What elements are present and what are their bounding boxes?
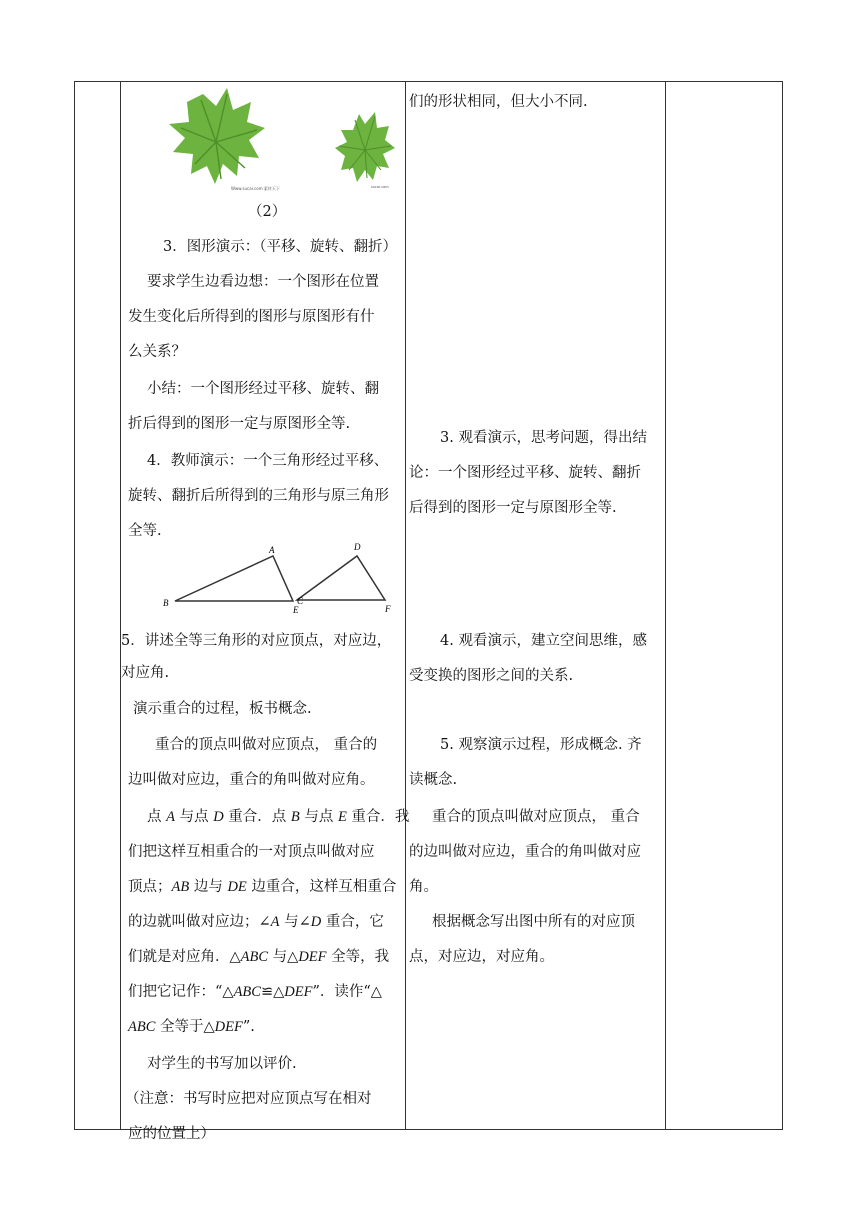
concept-text: 边叫做对应边，重合的角叫做对应角。 bbox=[128, 772, 375, 788]
student-step4: 4. 观看演示，建立空间思维，感 bbox=[440, 633, 647, 649]
example-line: 点 A 与点 D 重合．点 B 与点 E 重合．我 bbox=[147, 809, 410, 825]
student-step5: 的边叫做对应边，重合的角叫做对应 bbox=[409, 844, 641, 860]
leaf-large-image bbox=[161, 84, 280, 194]
example-line: 们把这样互相重合的一对顶点叫做对应 bbox=[128, 844, 375, 860]
note-text: 应的位置上） bbox=[128, 1126, 215, 1142]
note-text: （注意：书写时应把对应顶点写在相对 bbox=[125, 1091, 372, 1107]
student-step5: 5. 观察演示过程，形成概念. 齐 bbox=[440, 737, 642, 753]
student-step5: 根据概念写出图中所有的对应顶 bbox=[432, 914, 635, 930]
leaf-small-image bbox=[335, 110, 397, 190]
student-step5: 读概念. bbox=[409, 772, 458, 788]
student-step4: 受变换的图形之间的关系. bbox=[409, 668, 574, 684]
vertex-label-a: A bbox=[269, 545, 275, 555]
demo-text: 演示重合的过程，板书概念. bbox=[133, 701, 312, 717]
evaluate-text: 对学生的书写加以评价. bbox=[147, 1056, 297, 1072]
leaf-large-caption: Www.sucai.com 素材天下 bbox=[231, 186, 280, 191]
student-text: 们的形状相同，但大小不同. bbox=[409, 94, 588, 110]
item5-text: 5．讲述全等三角形的对应顶点，对应边， bbox=[121, 633, 392, 649]
student-step5: 点，对应边，对应角。 bbox=[409, 949, 554, 965]
student-step5: 角。 bbox=[409, 879, 438, 895]
vertex-label-c: C bbox=[297, 596, 304, 606]
item4-text: 全等. bbox=[128, 523, 162, 539]
leaf-small-caption: sucai.com bbox=[371, 185, 389, 189]
teacher-activity-cell bbox=[121, 82, 410, 1142]
student-step5: 重合的顶点叫做对应顶点， 重合 bbox=[432, 809, 640, 825]
concept-text: 重合的顶点叫做对应顶点， 重合的 bbox=[155, 737, 378, 753]
vertex-label-e: E bbox=[293, 605, 299, 615]
stage-cell bbox=[75, 82, 120, 1129]
notes-cell bbox=[666, 82, 782, 1129]
summary-text: 小结：一个图形经过平移、旋转、翻 bbox=[147, 381, 379, 397]
item5-text: 对应角. bbox=[121, 665, 170, 681]
figure-caption: （2） bbox=[248, 204, 287, 220]
student-step3: 后得到的图形一定与原图形全等. bbox=[409, 500, 617, 516]
student-step3: 3. 观看演示，思考问题，得出结 bbox=[440, 430, 647, 446]
example-line: 们就是对应角．△ABC 与△DEF 全等，我 bbox=[128, 949, 390, 965]
vertex-label-f: F bbox=[385, 604, 391, 614]
example-line: 的边就叫做对应边；∠A 与∠D 重合，它 bbox=[128, 914, 384, 930]
item3-title: 3．图形演示：（平移、旋转、翻折） bbox=[163, 239, 397, 255]
example-line: ABC 全等于△DEF”. bbox=[128, 1019, 255, 1035]
vertex-label-d: D bbox=[354, 542, 361, 552]
item4-text: 旋转、翻折后所得到的三角形与原三角形 bbox=[128, 488, 389, 504]
lesson-table bbox=[74, 81, 783, 1142]
congruent-triangles-figure bbox=[159, 540, 403, 618]
student-activity-cell bbox=[406, 82, 665, 1129]
vertex-label-b: B bbox=[163, 598, 169, 608]
example-line: 们把它记作：“△ABC≌△DEF”．读作“△ bbox=[128, 984, 382, 1000]
example-line: 顶点；AB 边与 DE 边重合，这样互相重合 bbox=[128, 879, 397, 895]
item3-text: 要求学生边看边想：一个图形在位置 bbox=[147, 274, 379, 290]
item3-text: 么关系？ bbox=[128, 344, 186, 360]
item3-text: 发生变化后所得到的图形与原图形有什 bbox=[128, 309, 375, 325]
item4-text: 4．教师演示：一个三角形经过平移、 bbox=[147, 453, 389, 469]
summary-text: 折后得到的图形一定与原图形全等. bbox=[128, 416, 351, 432]
student-step3: 论：一个图形经过平移、旋转、翻折 bbox=[409, 465, 641, 481]
